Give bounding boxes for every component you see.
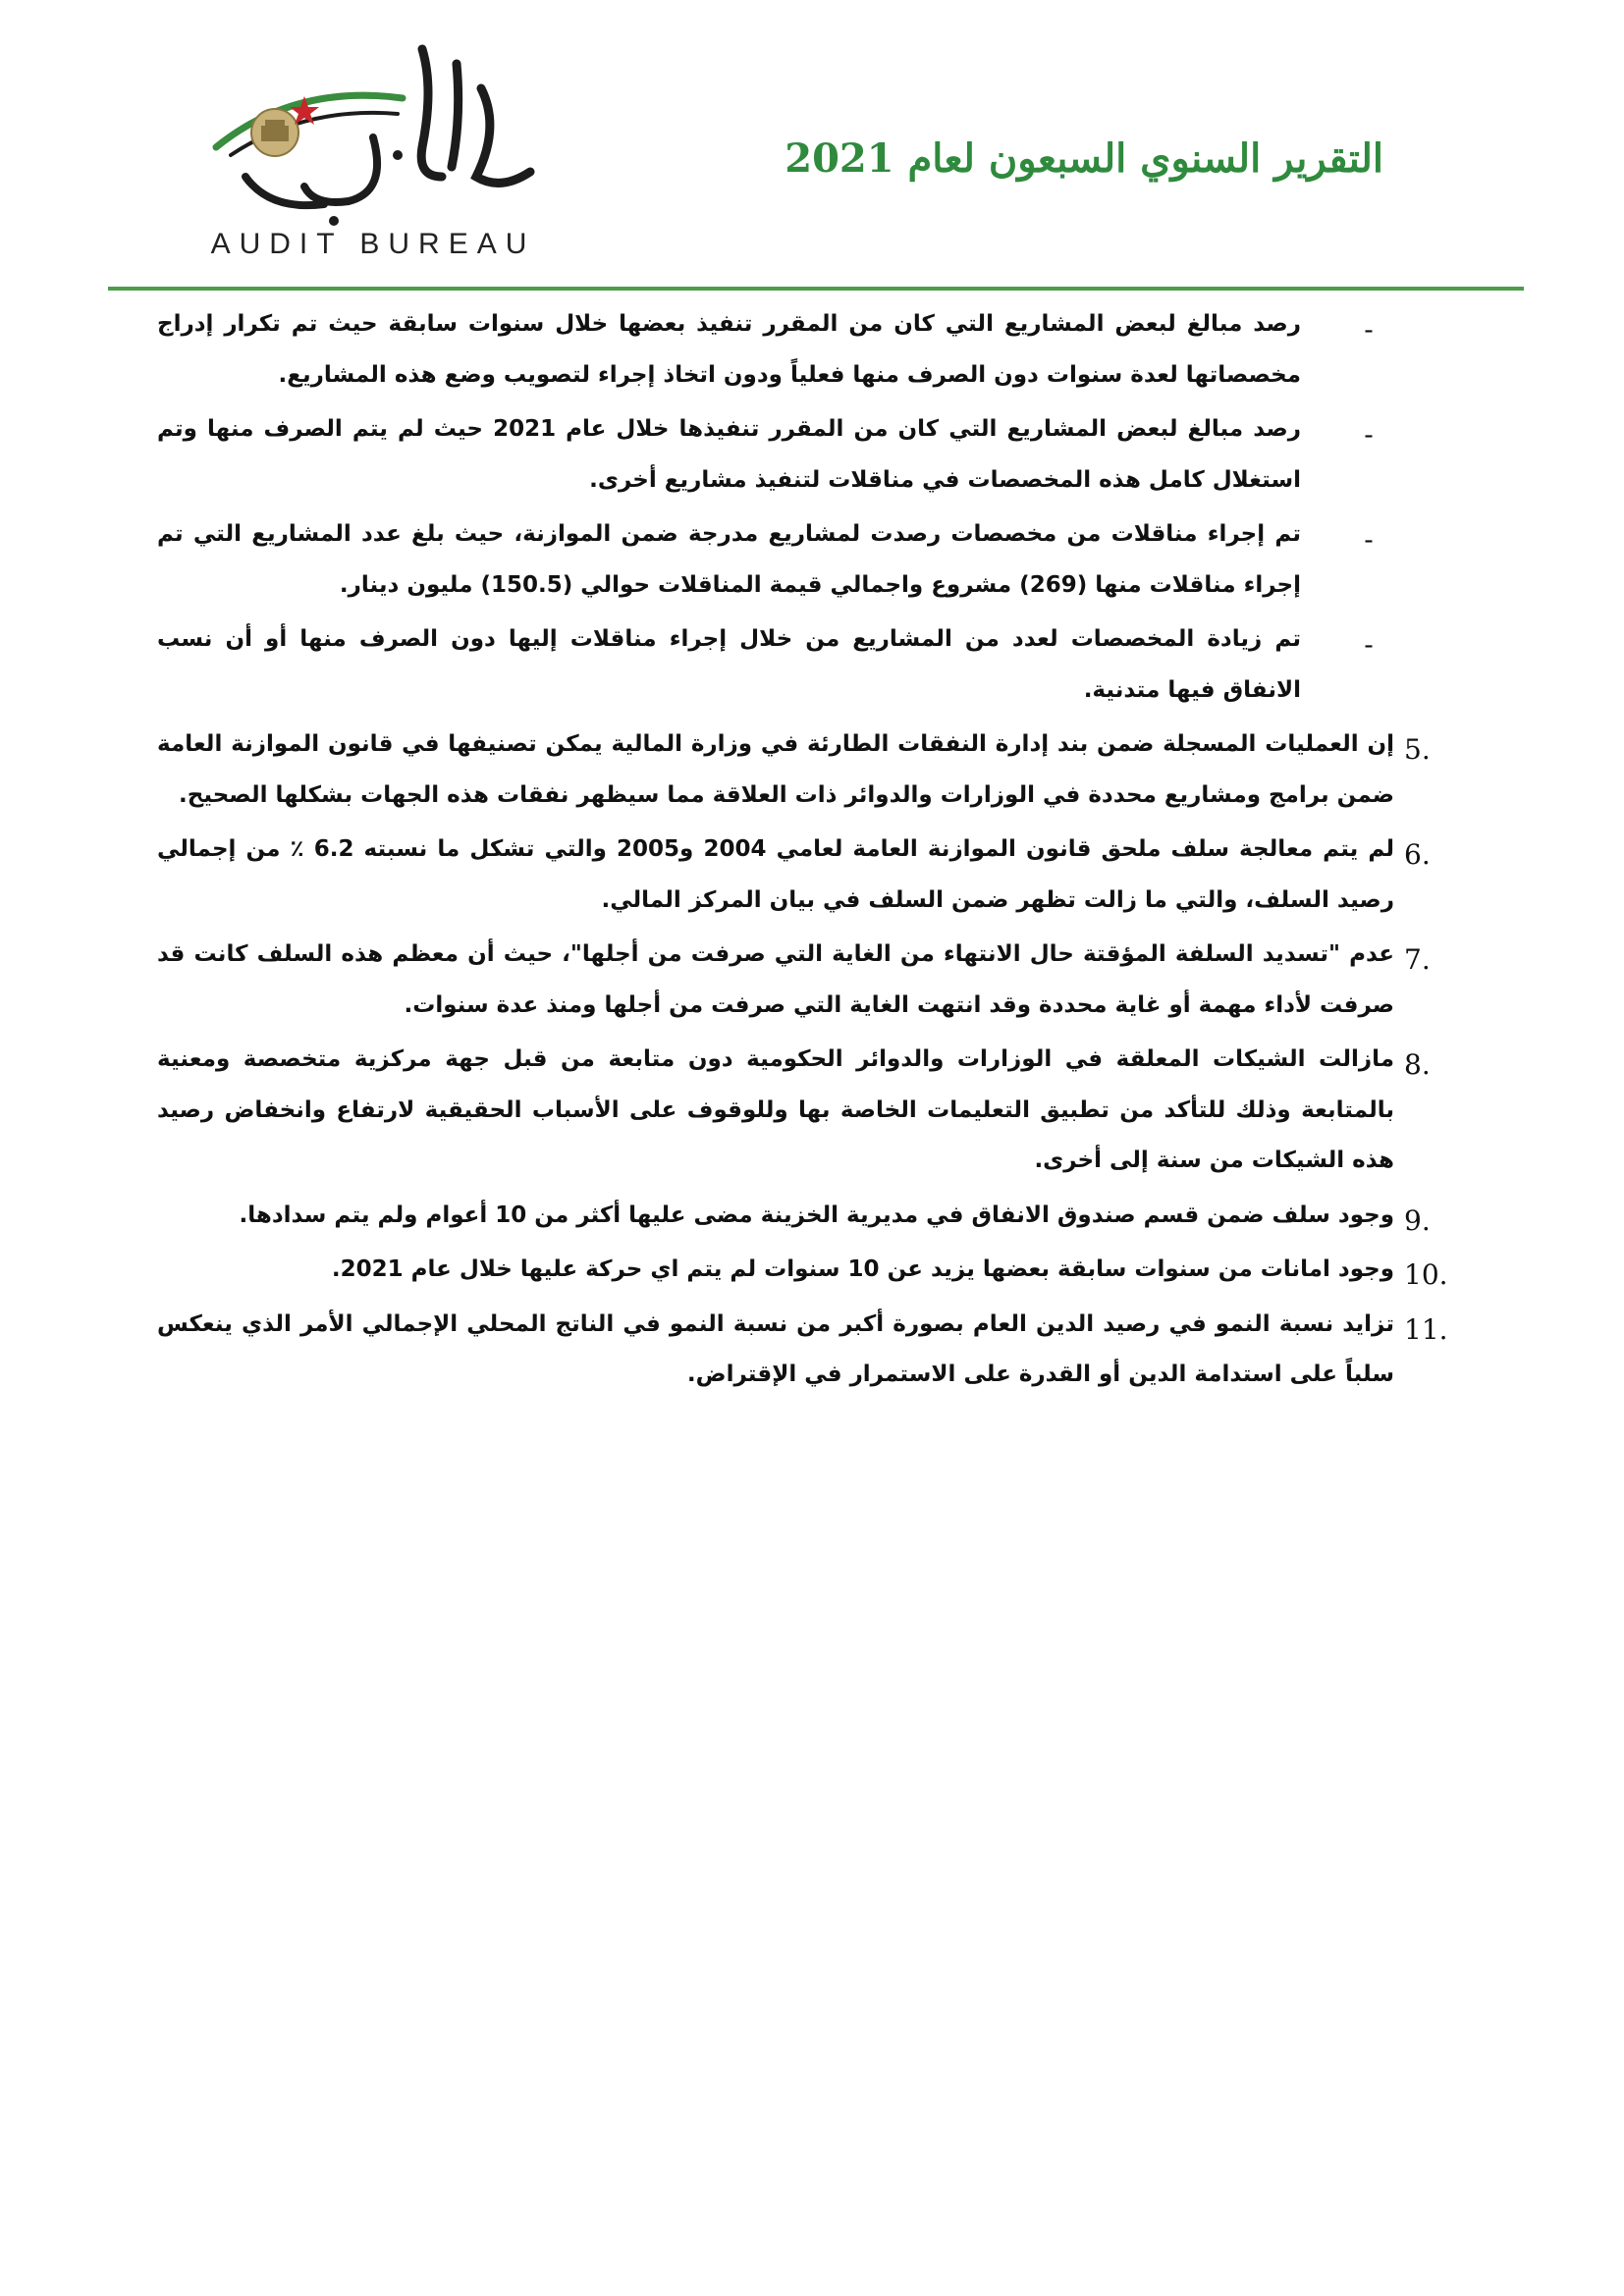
- item-number: 9.: [1404, 1203, 1431, 1237]
- numbered-item: [157, 1191, 1431, 1242]
- item-number: 7.: [1404, 943, 1431, 977]
- numbered-item: [157, 1300, 1448, 1401]
- numbered-item-text: تزايد نسبة النمو في رصيد الدين العام بصورة أكبر من نسبة النمو في الناتج المحلي الإجمالي الأمر الذي ينعكس سلباً على استدامة الدين أو القدرة على الاستمرار في الإقتراض.: [157, 1310, 1394, 1388]
- numbered-item-text: عدم "تسديد السلفة المؤقتة حال الانتهاء من الغاية التي صرفت من أجلها"، حيث أن معظم هذه السلف كانت قد صرفت لأداء مهمة أو غاية محددة وقد انتهت الغاية التي صرفت من أجلها ومنذ عدة سنوات.: [157, 941, 1394, 1018]
- item-number: 11.: [1404, 1312, 1448, 1346]
- numbered-item: [157, 1035, 1431, 1187]
- logo-subtitle: AUDIT BUREAU: [210, 228, 536, 260]
- list-item-text: رصد مبالغ لبعض المشاريع التي كان من المقرر تنفيذها خلال عام 2021 حيث لم يتم الصرف منها وتم استغلال كامل هذه المخصصات في مناقلات لتنفيذ مشاريع أخرى.: [157, 416, 1301, 493]
- numbered-item-text: مازالت الشيكات المعلقة في الوزارات والدوائر الحكومية دون متابعة من قبل جهة مركزية متخصصة ومعنية بالمتابعة وذلك للتأكد من تطبيق التعليمات الخاصة بها وللوقوف على الأسباب الحقيقية لارتفاع وانخفاض رصيد هذه الشيكات من سنة إلى أخرى.: [157, 1046, 1394, 1174]
- list-item: [157, 299, 1394, 400]
- report-title: التقرير السنوي السبعون لعام 2021: [785, 135, 1383, 182]
- list-item: [157, 614, 1394, 716]
- bullet-marker: -: [1364, 628, 1374, 662]
- bullet-marker: -: [1364, 313, 1374, 346]
- numbered-item-text: لم يتم معالجة سلف ملحق قانون الموازنة العامة لعامي 2004 و2005 والتي تشكل ما نسبته 6.2 ٪ من إجمالي رصيد السلف، والتي ما زالت تظهر ضمن السلف في بيان المركز المالي.: [157, 836, 1395, 913]
- list-item: [157, 509, 1394, 611]
- report-body: [157, 299, 1448, 1405]
- list-item-text: تم إجراء مناقلات من مخصصات رصدت لمشاريع مدرجة ضمن الموازنة، حيث بلغ عدد المشاريع التي تم إجراء مناقلات منها (269) مشروع واجمالي قيمة المناقلات حوالي (150.5) مليون دينار.: [157, 521, 1301, 598]
- header-divider: [108, 287, 1524, 291]
- item-number: 6.: [1404, 838, 1431, 872]
- numbered-item-text: وجود سلف ضمن قسم صندوق الانفاق في مديرية الخزينة مضى عليها أكثر من 10 أعوام ولم يتم سدادها.: [239, 1201, 1394, 1228]
- logo-emblem-icon: [177, 29, 569, 236]
- list-item: [157, 404, 1394, 506]
- numbered-item: [157, 1245, 1448, 1296]
- numbered-item-text: وجود امانات من سنوات سابقة بعضها يزيد عن 10 سنوات لم يتم اي حركة عليها خلال عام 2021.: [331, 1256, 1394, 1283]
- list-item-text: تم زيادة المخصصات لعدد من المشاريع من خلال إجراء مناقلات إليها دون الصرف منها أو أن نسب الانفاق فيها متدنية.: [157, 626, 1301, 703]
- numbered-item: [157, 720, 1431, 821]
- numbered-item: [157, 825, 1431, 926]
- numbered-item: [157, 930, 1431, 1031]
- list-item-text: رصد مبالغ لبعض المشاريع التي كان من المقرر تنفيذ بعضها خلال سنوات سابقة حيث تم تكرار إدراج مخصصاتها لعدة سنوات دون الصرف منها فعلياً ودون اتخاذ إجراء لتصويب وضع هذه المشاريع.: [157, 311, 1301, 388]
- item-number: 8.: [1404, 1048, 1431, 1082]
- bullet-marker: -: [1364, 418, 1374, 452]
- page-header: [0, 0, 1624, 294]
- numbered-item-text: إن العمليات المسجلة ضمن بند إدارة النفقات الطارئة في وزارة المالية يمكن تصنيفها في قانون الموازنة العامة ضمن برامج ومشاريع محددة في الوزارات والدوائر ذات العلاقة مما سيظهر نفقات هذه الجهات بشكلها الصحيح.: [157, 731, 1394, 808]
- bullet-marker: -: [1364, 523, 1374, 557]
- item-number: 10.: [1404, 1258, 1448, 1292]
- audit-bureau-logo: [177, 29, 569, 265]
- item-number: 5.: [1404, 733, 1431, 767]
